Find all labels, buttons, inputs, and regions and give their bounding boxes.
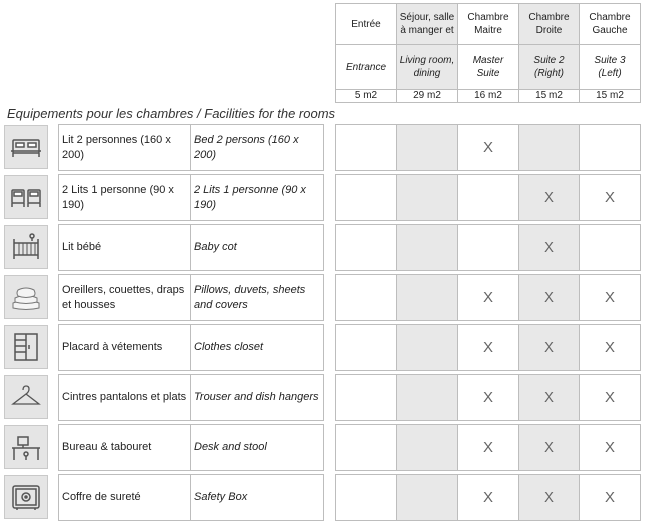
availability-mark: X xyxy=(457,424,519,471)
availability-cell xyxy=(335,424,397,471)
pillows-icon xyxy=(4,275,48,319)
availability-cell xyxy=(335,274,397,321)
room-name-fr: Chambre Droite xyxy=(519,4,580,45)
desk-icon xyxy=(4,425,48,469)
facility-row xyxy=(0,124,647,171)
availability-cell xyxy=(579,224,641,271)
availability-cell xyxy=(457,224,519,271)
availability-cell xyxy=(396,124,458,171)
facility-label-fr: Coffre de sureté xyxy=(58,474,191,521)
room-area: 5 m2 xyxy=(336,90,397,103)
availability-cell xyxy=(457,174,519,221)
availability-mark: X xyxy=(457,274,519,321)
availability-mark: X xyxy=(518,224,580,271)
availability-cell xyxy=(396,374,458,421)
facility-label-en: Pillows, duvets, sheets and covers xyxy=(190,274,324,321)
facility-label-en: 2 Lits 1 personne (90 x 190) xyxy=(190,174,324,221)
facility-label-fr: Lit 2 personnes (160 x 200) xyxy=(58,124,191,171)
availability-mark: X xyxy=(579,424,641,471)
facility-label-fr: Bureau & tabouret xyxy=(58,424,191,471)
room-area: 16 m2 xyxy=(458,90,519,103)
availability-mark: X xyxy=(518,424,580,471)
room-names-fr-row xyxy=(336,4,641,45)
facility-row xyxy=(0,374,647,421)
room-name-fr: Séjour, salle à manger et xyxy=(397,4,458,45)
availability-mark: X xyxy=(579,374,641,421)
availability-mark: X xyxy=(518,174,580,221)
room-areas-row xyxy=(336,90,641,103)
room-area: 15 m2 xyxy=(519,90,580,103)
availability-cell xyxy=(396,174,458,221)
facility-label-en: Clothes closet xyxy=(190,324,324,371)
section-title: Equipements pour les chambres / Facilities for the rooms xyxy=(7,106,336,121)
availability-cell xyxy=(335,174,397,221)
availability-mark: X xyxy=(457,474,519,521)
availability-mark: X xyxy=(518,324,580,371)
availability-cell xyxy=(396,424,458,471)
room-name-en: Entrance xyxy=(336,45,397,90)
facility-label-fr: Lit bébé xyxy=(58,224,191,271)
room-names-en-row xyxy=(336,45,641,90)
availability-cell xyxy=(335,474,397,521)
facility-label-fr: Cintres pantalons et plats xyxy=(58,374,191,421)
facility-row xyxy=(0,324,647,371)
double-bed-icon xyxy=(4,125,48,169)
room-name-en: Suite 2 (Right) xyxy=(519,45,580,90)
availability-cell xyxy=(518,124,580,171)
baby-cot-icon xyxy=(4,225,48,269)
availability-mark: X xyxy=(579,474,641,521)
availability-mark: X xyxy=(518,274,580,321)
facility-label-en: Baby cot xyxy=(190,224,324,271)
availability-mark: X xyxy=(579,274,641,321)
facility-label-en: Bed 2 persons (160 x 200) xyxy=(190,124,324,171)
facility-row xyxy=(0,474,647,521)
availability-mark: X xyxy=(518,474,580,521)
room-name-en: Master Suite xyxy=(458,45,519,90)
availability-mark: X xyxy=(518,374,580,421)
availability-cell xyxy=(335,124,397,171)
room-name-fr: Chambre Gauche xyxy=(580,4,641,45)
availability-cell xyxy=(396,274,458,321)
availability-mark: X xyxy=(579,174,641,221)
room-name-en: Suite 3 (Left) xyxy=(580,45,641,90)
facility-label-en: Desk and stool xyxy=(190,424,324,471)
facility-label-fr: Oreillers, couettes, draps et housses xyxy=(58,274,191,321)
availability-cell xyxy=(396,474,458,521)
safe-icon xyxy=(4,475,48,519)
availability-mark: X xyxy=(457,374,519,421)
facility-label-en: Safety Box xyxy=(190,474,324,521)
availability-cell xyxy=(579,124,641,171)
facility-row xyxy=(0,224,647,271)
availability-mark: X xyxy=(457,124,519,171)
facility-label-en: Trouser and dish hangers xyxy=(190,374,324,421)
facility-label-fr: Placard à vétements xyxy=(58,324,191,371)
room-area: 15 m2 xyxy=(580,90,641,103)
room-name-fr: Entrée xyxy=(336,4,397,45)
facility-row xyxy=(0,174,647,221)
rooms-header-table xyxy=(335,3,641,103)
availability-cell xyxy=(335,324,397,371)
availability-cell xyxy=(335,374,397,421)
availability-cell xyxy=(396,224,458,271)
room-name-en: Living room, dining xyxy=(397,45,458,90)
availability-cell xyxy=(335,224,397,271)
facility-label-fr: 2 Lits 1 personne (90 x 190) xyxy=(58,174,191,221)
availability-mark: X xyxy=(579,324,641,371)
availability-mark: X xyxy=(457,324,519,371)
availability-cell xyxy=(396,324,458,371)
facility-row xyxy=(0,424,647,471)
hanger-icon xyxy=(4,375,48,419)
closet-icon xyxy=(4,325,48,369)
room-area: 29 m2 xyxy=(397,90,458,103)
facility-row xyxy=(0,274,647,321)
twin-beds-icon xyxy=(4,175,48,219)
room-name-fr: Chambre Maitre xyxy=(458,4,519,45)
